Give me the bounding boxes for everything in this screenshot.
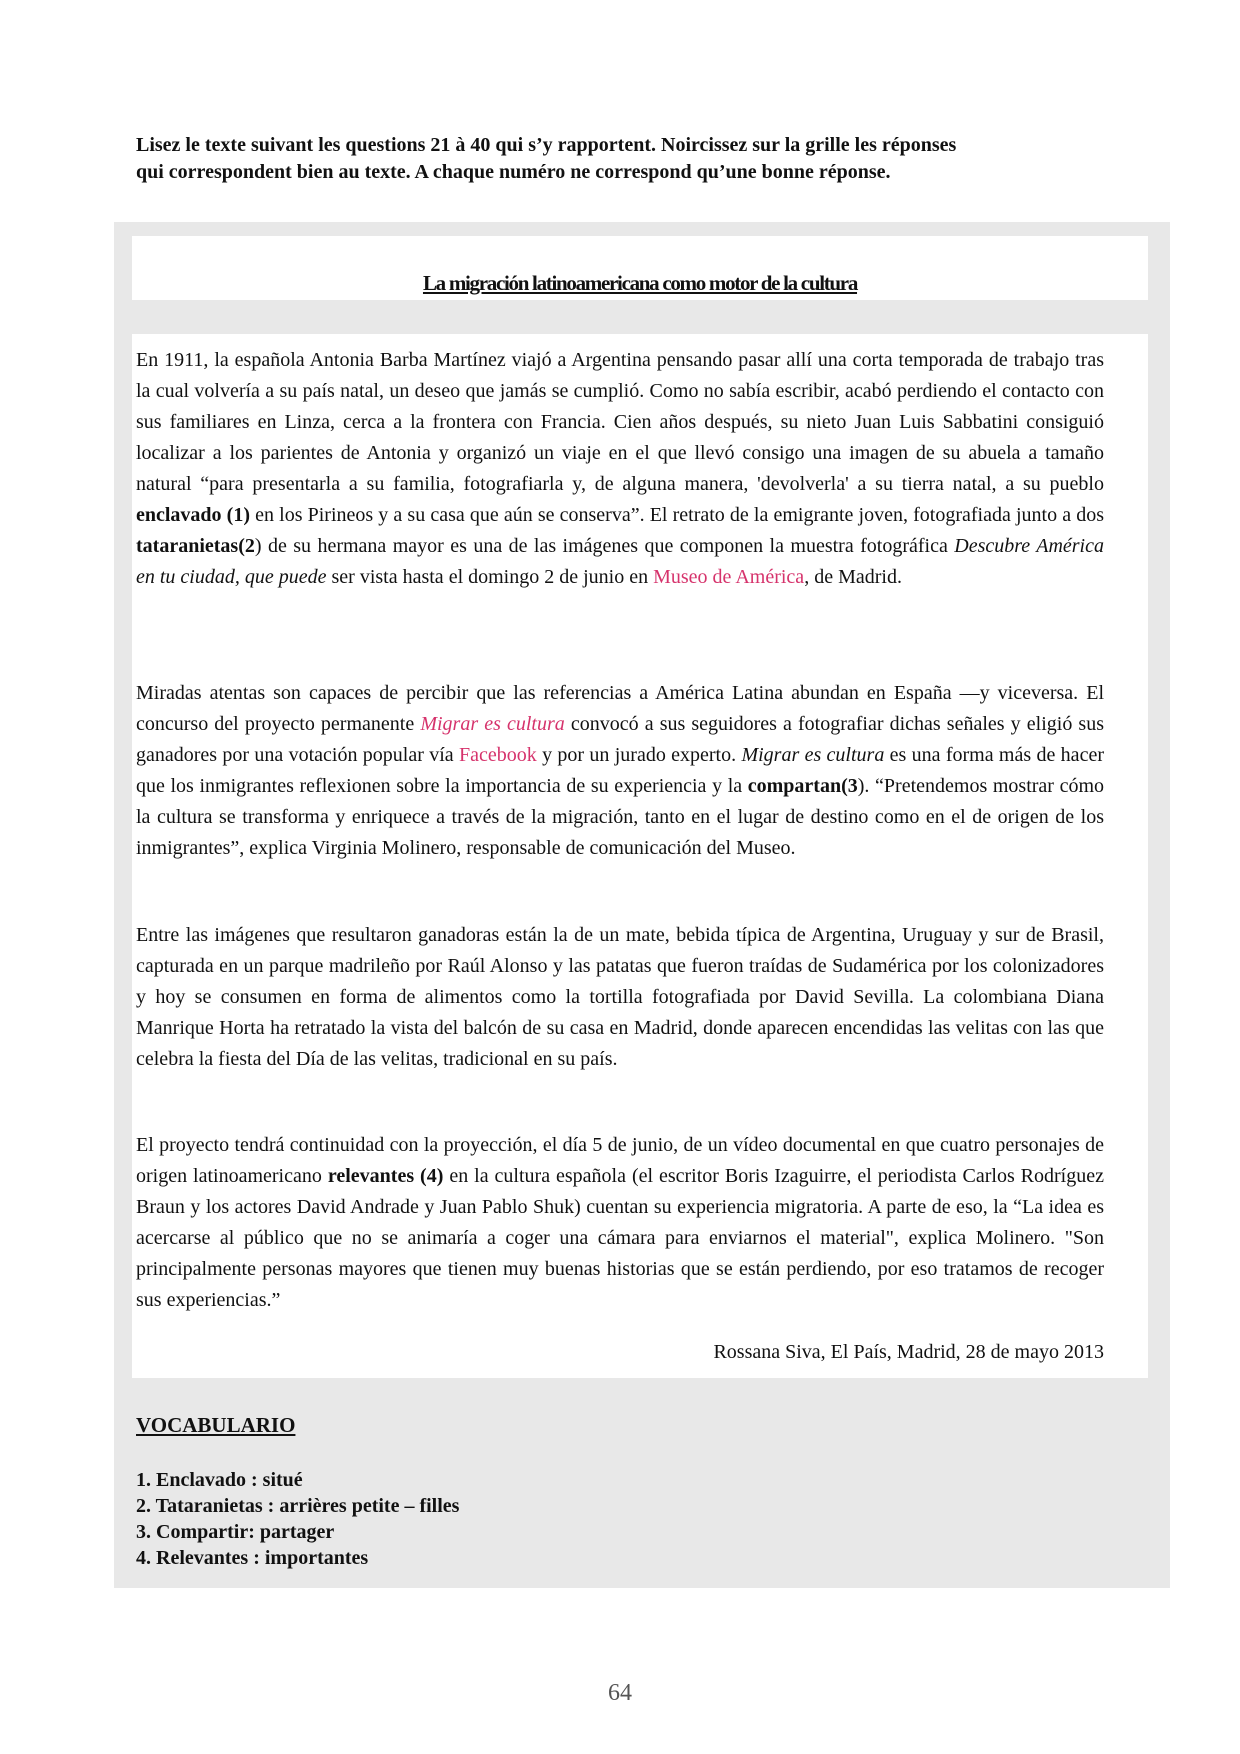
vocabulary-item: 1. Enclavado : situé (136, 1469, 303, 1491)
text-run: , de Madrid. (804, 566, 902, 588)
vocabulary-title: VOCABULARIO (136, 1413, 296, 1437)
vocab-term-relevantes: relevantes (4) (327, 1165, 444, 1187)
text-run: es una forma más de hacer que los inmigrantes reflexionen sobre la importancia de su experiencia y la (136, 744, 1104, 797)
text-run: en los Pirineos y a su casa que aún se conserva”. El retrato de la emigrante joven, fotografiada junto a dos (250, 504, 1104, 526)
vocab-term-enclavado: enclavado (1) (136, 504, 251, 526)
instructions-line-2: qui correspondent bien au texte. A chaque numéro ne correspond qu’une bonne réponse. (136, 161, 891, 183)
page-number: 64 (608, 1680, 632, 1706)
link-migrar-es-cultura[interactable]: Migrar es cultura (420, 713, 565, 735)
text-run: ser vista hasta el domingo 2 de junio en (326, 566, 654, 588)
vocab-term-compartan: compartan(3 (747, 775, 858, 797)
article-source: Rossana Siva, El País, Madrid, 28 de mayo 2013 (713, 1341, 1104, 1363)
vocabulary-item: 3. Compartir: partager (136, 1521, 335, 1543)
vocabulary-item: 4. Relevantes : importantes (136, 1547, 369, 1569)
vocabulary-item: 2. Tataranietas : arrières petite – filles (136, 1495, 460, 1517)
text-run: en la cultura española (el escritor Boris Izaguirre, el periodista Carlos Rodríguez Braun y los actores David Andrade y Juan Pablo Shuk) cuentan su experiencia migratoria. A parte de eso, la “La idea es acercarse al público que no se animaría a coger una cámara para enviarnos el material", explica Molinero. "Son principalmente personas mayores que tienen muy buenas historias que se están perdiendo, por eso tratamos de recoger sus experiencias.” (136, 1165, 1104, 1311)
article-paragraph-3: Entre las imágenes que resultaron ganadoras están la de un mate, bebida típica de Argentina, Uruguay y sur de Brasil, capturada en un parque madrileño por Raúl Alonso y las patatas que fueron traídas de Sudamérica por los colonizadores y hoy se consumen en forma de alimentos como la tortilla fotografiada por David Sevilla. La colombiana Diana Manrique Horta ha retratado la vista del balcón de su casa en Madrid, donde aparecen encendidas las velitas con las que celebra la fiesta del Día de las velitas, tradicional en su país. (136, 924, 1104, 1070)
vocabulary-list (136, 1467, 459, 1571)
text-run: ). “Pretendemos mostrar cómo la cultura se transforma y enriquece a través de la migración, tanto en el lugar de destino como en el de origen de los inmigrantes”, explica Virginia Molinero, responsable de comunicación del Museo. (136, 775, 1105, 859)
vocab-term-tataranietas: tataranietas(2 (136, 535, 255, 557)
instructions (136, 132, 1096, 186)
link-museo-de-america[interactable]: Museo de América (653, 566, 805, 588)
text-run: El proyecto tendrá continuidad con la proyección, el día 5 de junio, de un vídeo documental en que cuatro personajes de origen latinoamericano (136, 1134, 1104, 1187)
exhibition-title: Descubre América en tu ciudad, que puede (136, 535, 1104, 588)
text-run: convocó a sus seguidores a fotografiar dichas señales y eligió sus ganadores por una votación popular vía (136, 713, 1104, 766)
text-run: En 1911, la española Antonia Barba Martínez viajó a Argentina pensando pasar allí una corta temporada de trabajo tras la cual volvería a su país natal, un deseo que jamás se cumplió. Como no sabía escribir, acabó perdiendo el contacto con sus familiares en Linza, cerca a la frontera con Francia. Cien años después, su nieto Juan Luis Sabbatini consiguió localizar a los parientes de Antonia y organizó un viaje en el que llevó consigo una imagen de su abuela a tamaño natural “para presentarla a su familia, fotografiarla y, de alguna manera, 'devolverla' a su tierra natal, a su pueblo (136, 349, 1104, 495)
project-name: Migrar es cultura (741, 744, 885, 766)
text-run: ) de su hermana mayor es una de las imágenes que componen la muestra fotográfica (254, 535, 955, 557)
article-title: La migración latinoamericana como motor de la cultura (422, 271, 858, 295)
instructions-line-1: Lisez le texte suivant les questions 21 à 40 qui s’y rapportent. Noircissez sur la grille les réponses (136, 134, 957, 156)
article-paragraph-2 (136, 678, 1104, 864)
text-run: Miradas atentas son capaces de percibir que las referencias a América Latina abundan en España —y viceversa. El concurso del proyecto permanente (136, 682, 1104, 735)
link-facebook[interactable]: Facebook (458, 744, 537, 766)
article-paragraph-1 (136, 345, 1104, 593)
article-paragraph-4 (136, 1130, 1104, 1316)
text-run: y por un jurado experto. (536, 744, 742, 766)
